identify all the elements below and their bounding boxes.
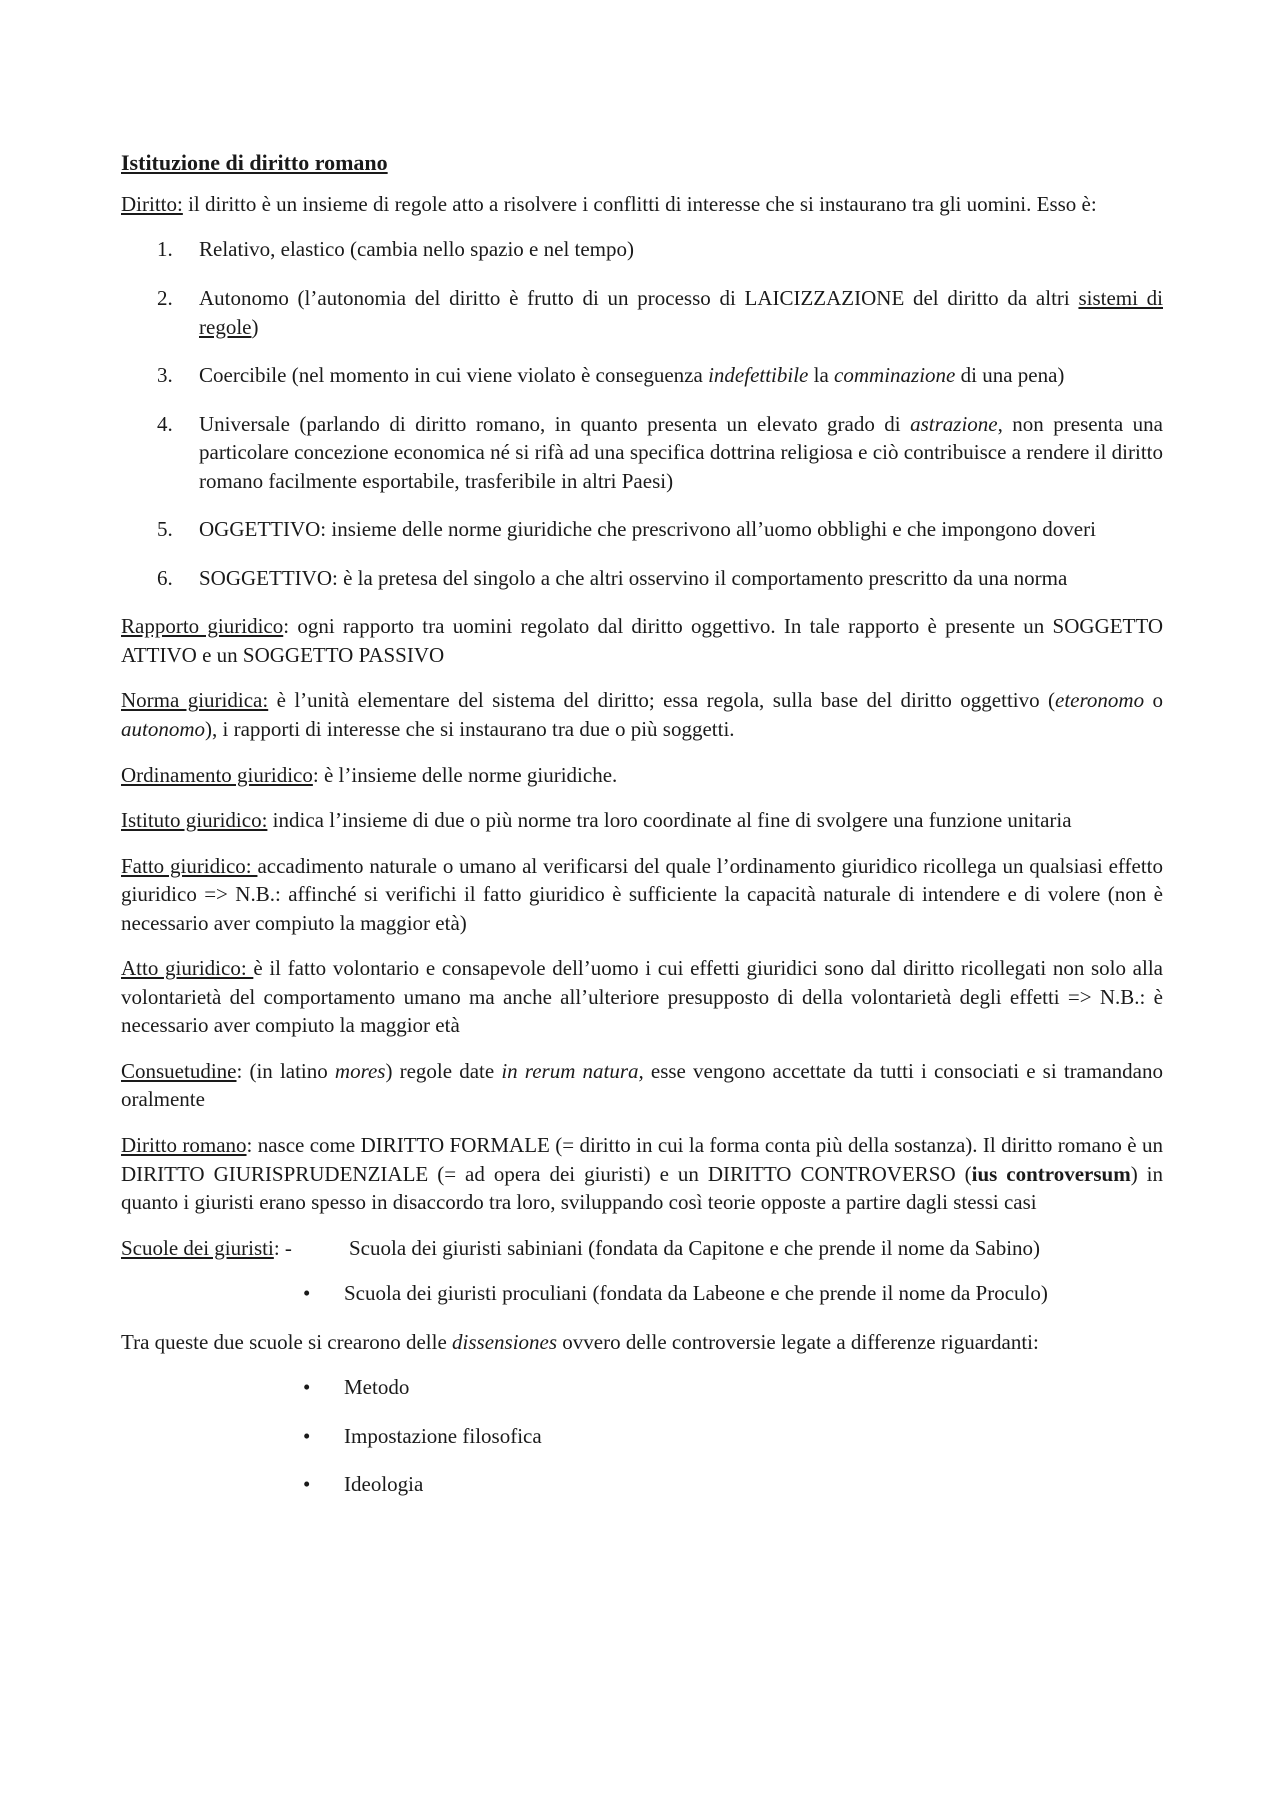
list-number: 2. [157,286,173,310]
term-scuole: Scuole dei giuristi [121,1235,274,1260]
paragraph-atto: Atto giuridico: è il fatto volontario e consapevole dell’uomo i cui effetti giuridici sono dal diritto ricollegati non solo alla volontarietà del comportamento umano ma anche all’ulteriore presupposto di della volontarietà degli effetti => N.B.: è necessario aver compiuto la maggior età [121,956,1163,1038]
list-item: • Ideologia [121,1470,1163,1499]
list-number: 3. [157,363,173,388]
bullet-icon: • [303,1423,311,1448]
scuole-label: Scuole dei giuristi: - [121,1235,292,1260]
term-istituto: Istituto giuridico: [121,808,268,833]
differenze-list [121,1373,1163,1499]
definition-diritto: il diritto è un insieme di regole atto a risolvere i conflitti di interesse che si instaurano tra gli uomini. Esso è: [182,191,1097,216]
paragraph-dissensioni: Tra queste due scuole si crearono delle dissensiones ovvero delle controversie legate a differenze riguardanti: [121,1329,1039,1354]
list-item: 3. Coercibile (nel momento in cui viene violato è conseguenza indefettibile la comminazione di una pena) [121,361,1163,390]
term-atto: Atto giuridico: [121,956,254,981]
document-title: Istituzione di diritto romano [121,150,388,175]
bullet-icon: • [303,1472,311,1497]
term-norma: Norma giuridica: [121,688,269,713]
scuole-list [121,1279,1163,1308]
paragraph-consuetudine: Consuetudine: (in latino mores) regole date in rerum natura, esse vengono accettate da tutti i consociati e si tramandano oralmente [121,1058,1163,1112]
list-item: 1. Relativo, elastico (cambia nello spazio e nel tempo) [121,235,1163,264]
list-item: 4. Universale (parlando di diritto romano, in quanto presenta un elevato grado di astrazione, non presenta una particolare concezione economica né si rifà ad una specifica dottrina religiosa e ciò contribuisce a rendere il diritto romano facilmente esportabile, trasferibile in altri Paesi) [157,411,1163,493]
term-consuetudine: Consuetudine [121,1058,237,1083]
term-rapporto: Rapporto giuridico [121,614,284,639]
bullet-icon: • [303,1281,311,1306]
term-ordinamento: Ordinamento giuridico [121,762,313,787]
scuola-proculiani: Scuola dei giuristi proculiani (fondata da Labeone e che prende il nome da Proculo) [344,1281,1048,1306]
list-item: • Metodo [121,1373,1163,1402]
list-number: 5. [157,517,173,542]
list-item: 5. OGGETTIVO: insieme delle norme giuridiche che prescrivono all’uomo obblighi e che impongono doveri [121,515,1163,544]
paragraph-norma: Norma giuridica: è l’unità elementare del sistema del diritto; essa regola, sulla base del diritto oggettivo (eteronomo o autonomo), i rapporti di interesse che si instaurano tra due o più soggetti. [121,688,1163,742]
term-diritto-romano: Diritto romano [121,1133,247,1158]
paragraph-istituto: Istituto giuridico: indica l’insieme di due o più norme tra loro coordinate al fine di svolgere una funzione unitaria [121,808,1072,833]
term-diritto: Diritto: [121,191,183,216]
paragraph-diritto-romano: Diritto romano: nasce come DIRITTO FORMALE (= diritto in cui la forma conta più della sostanza). Il diritto romano è un DIRITTO GIURISPRUDENZIALE (= ad opera dei giuristi) e un DIRITTO CONTROVERSO (ius controversum) in quanto i giuristi erano spesso in disaccordo tra loro, sviluppando così teorie opposte a partire dagli stessi casi [121,1133,1164,1215]
list-item: 2. Autonomo (l’autonomia del diritto è frutto di un processo di LAICIZZAZIONE del diritto da altri sistemi di regole) [157,286,1163,339]
document-page [121,148,1163,1519]
list-number: 4. [157,411,173,436]
paragraph-fatto: Fatto giuridico: accadimento naturale o umano al verificarsi del quale l’ordinamento giuridico ricollega un qualsiasi effetto giuridico => N.B.: affinché si verifichi il fatto giuridico è sufficiente la capacità naturale di intendere e di volere (non è necessario aver compiuto la maggior età) [121,853,1163,935]
paragraph-rapporto: Rapporto giuridico: ogni rapporto tra uomini regolato dal diritto oggettivo. In tale rapporto è presente un SOGGETTO ATTIVO e un SOGGETTO PASSIVO [121,614,1163,667]
scuola-sabiniani: Scuola dei giuristi sabiniani (fondata da Capitone e che prende il nome da Sabino) [349,1235,1041,1260]
list-item: 6. SOGGETTIVO: è la pretesa del singolo a che altri osservino il comportamento prescritto da una norma [121,564,1163,593]
bullet-icon: • [303,1375,311,1400]
paragraph-diritto [121,190,1163,219]
list-number: 6. [157,565,173,590]
list-number: 1. [157,237,173,262]
list-item: • Impostazione filosofica [121,1422,1163,1451]
term-fatto: Fatto giuridico: [121,853,258,878]
list-item [121,1279,1163,1308]
properties-list [121,235,1163,592]
paragraph-ordinamento: Ordinamento giuridico: è l’insieme delle norme giuridiche. [121,762,618,787]
scuole-row [121,1234,1163,1263]
